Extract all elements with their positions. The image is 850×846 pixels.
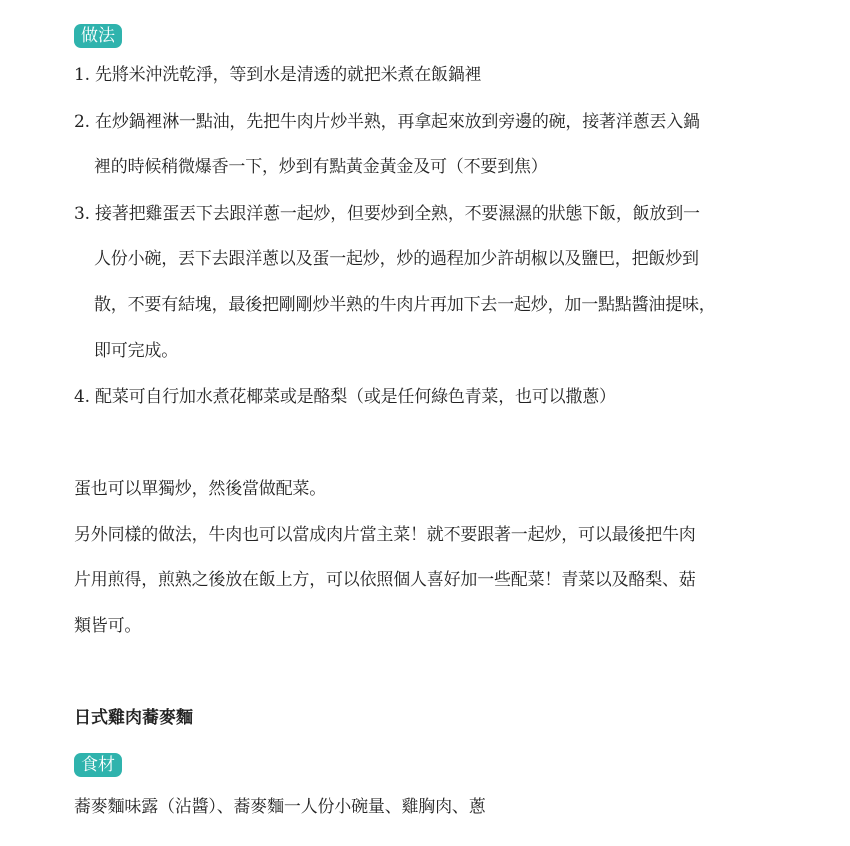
step-4-line-1: 4. 配菜可自行加水煮花椰菜或是酪梨（或是任何綠色青菜，也可以撒蔥） xyxy=(74,387,616,407)
note-paragraph-2-line-1: 另外同樣的做法，牛肉也可以當成肉片當主菜！就不要跟著一起炒，可以最後把牛肉 xyxy=(74,525,696,545)
step-2-line-2: 裡的時候稍微爆香一下，炒到有點黃金黃金及可（不要到焦） xyxy=(94,157,548,177)
note-paragraph-2-line-3: 類皆可。 xyxy=(74,616,142,636)
step-3-line-3: 散，不要有結塊，最後把剛剛炒半熟的牛肉片再加下去一起炒，加一點點醬油提味， xyxy=(94,295,716,315)
step-1-line-1: 1. 先將米沖洗乾淨，等到水是清透的就把米煮在飯鍋裡 xyxy=(74,65,482,85)
recipe-2-title: 日式雞肉蕎麥麵 xyxy=(74,708,193,728)
step-3-line-4: 即可完成。 xyxy=(94,341,178,361)
ingredients-list: 蕎麥麵味露（沾醬）、蕎麥麵一人份小碗量、雞胸肉、蔥 xyxy=(74,797,486,817)
step-3-line-2: 人份小碗，丟下去跟洋蔥以及蛋一起炒，炒的過程加少許胡椒以及鹽巴，把飯炒到 xyxy=(94,249,699,269)
step-2-line-1: 2. 在炒鍋裡淋一點油，先把牛肉片炒半熟，再拿起來放到旁邊的碗，接著洋蔥丟入鍋 xyxy=(74,112,700,132)
ingredients-badge: 食材 xyxy=(74,753,122,777)
step-3-line-1: 3. 接著把雞蛋丟下去跟洋蔥一起炒，但要炒到全熟，不要濕濕的狀態下飯，飯放到一 xyxy=(74,204,700,224)
method-badge: 做法 xyxy=(74,24,122,48)
note-paragraph-1: 蛋也可以單獨炒，然後當做配菜。 xyxy=(74,479,326,499)
note-paragraph-2-line-2: 片用煎得，煎熟之後放在飯上方，可以依照個人喜好加一些配菜！青菜以及酪梨、菇 xyxy=(74,570,696,590)
